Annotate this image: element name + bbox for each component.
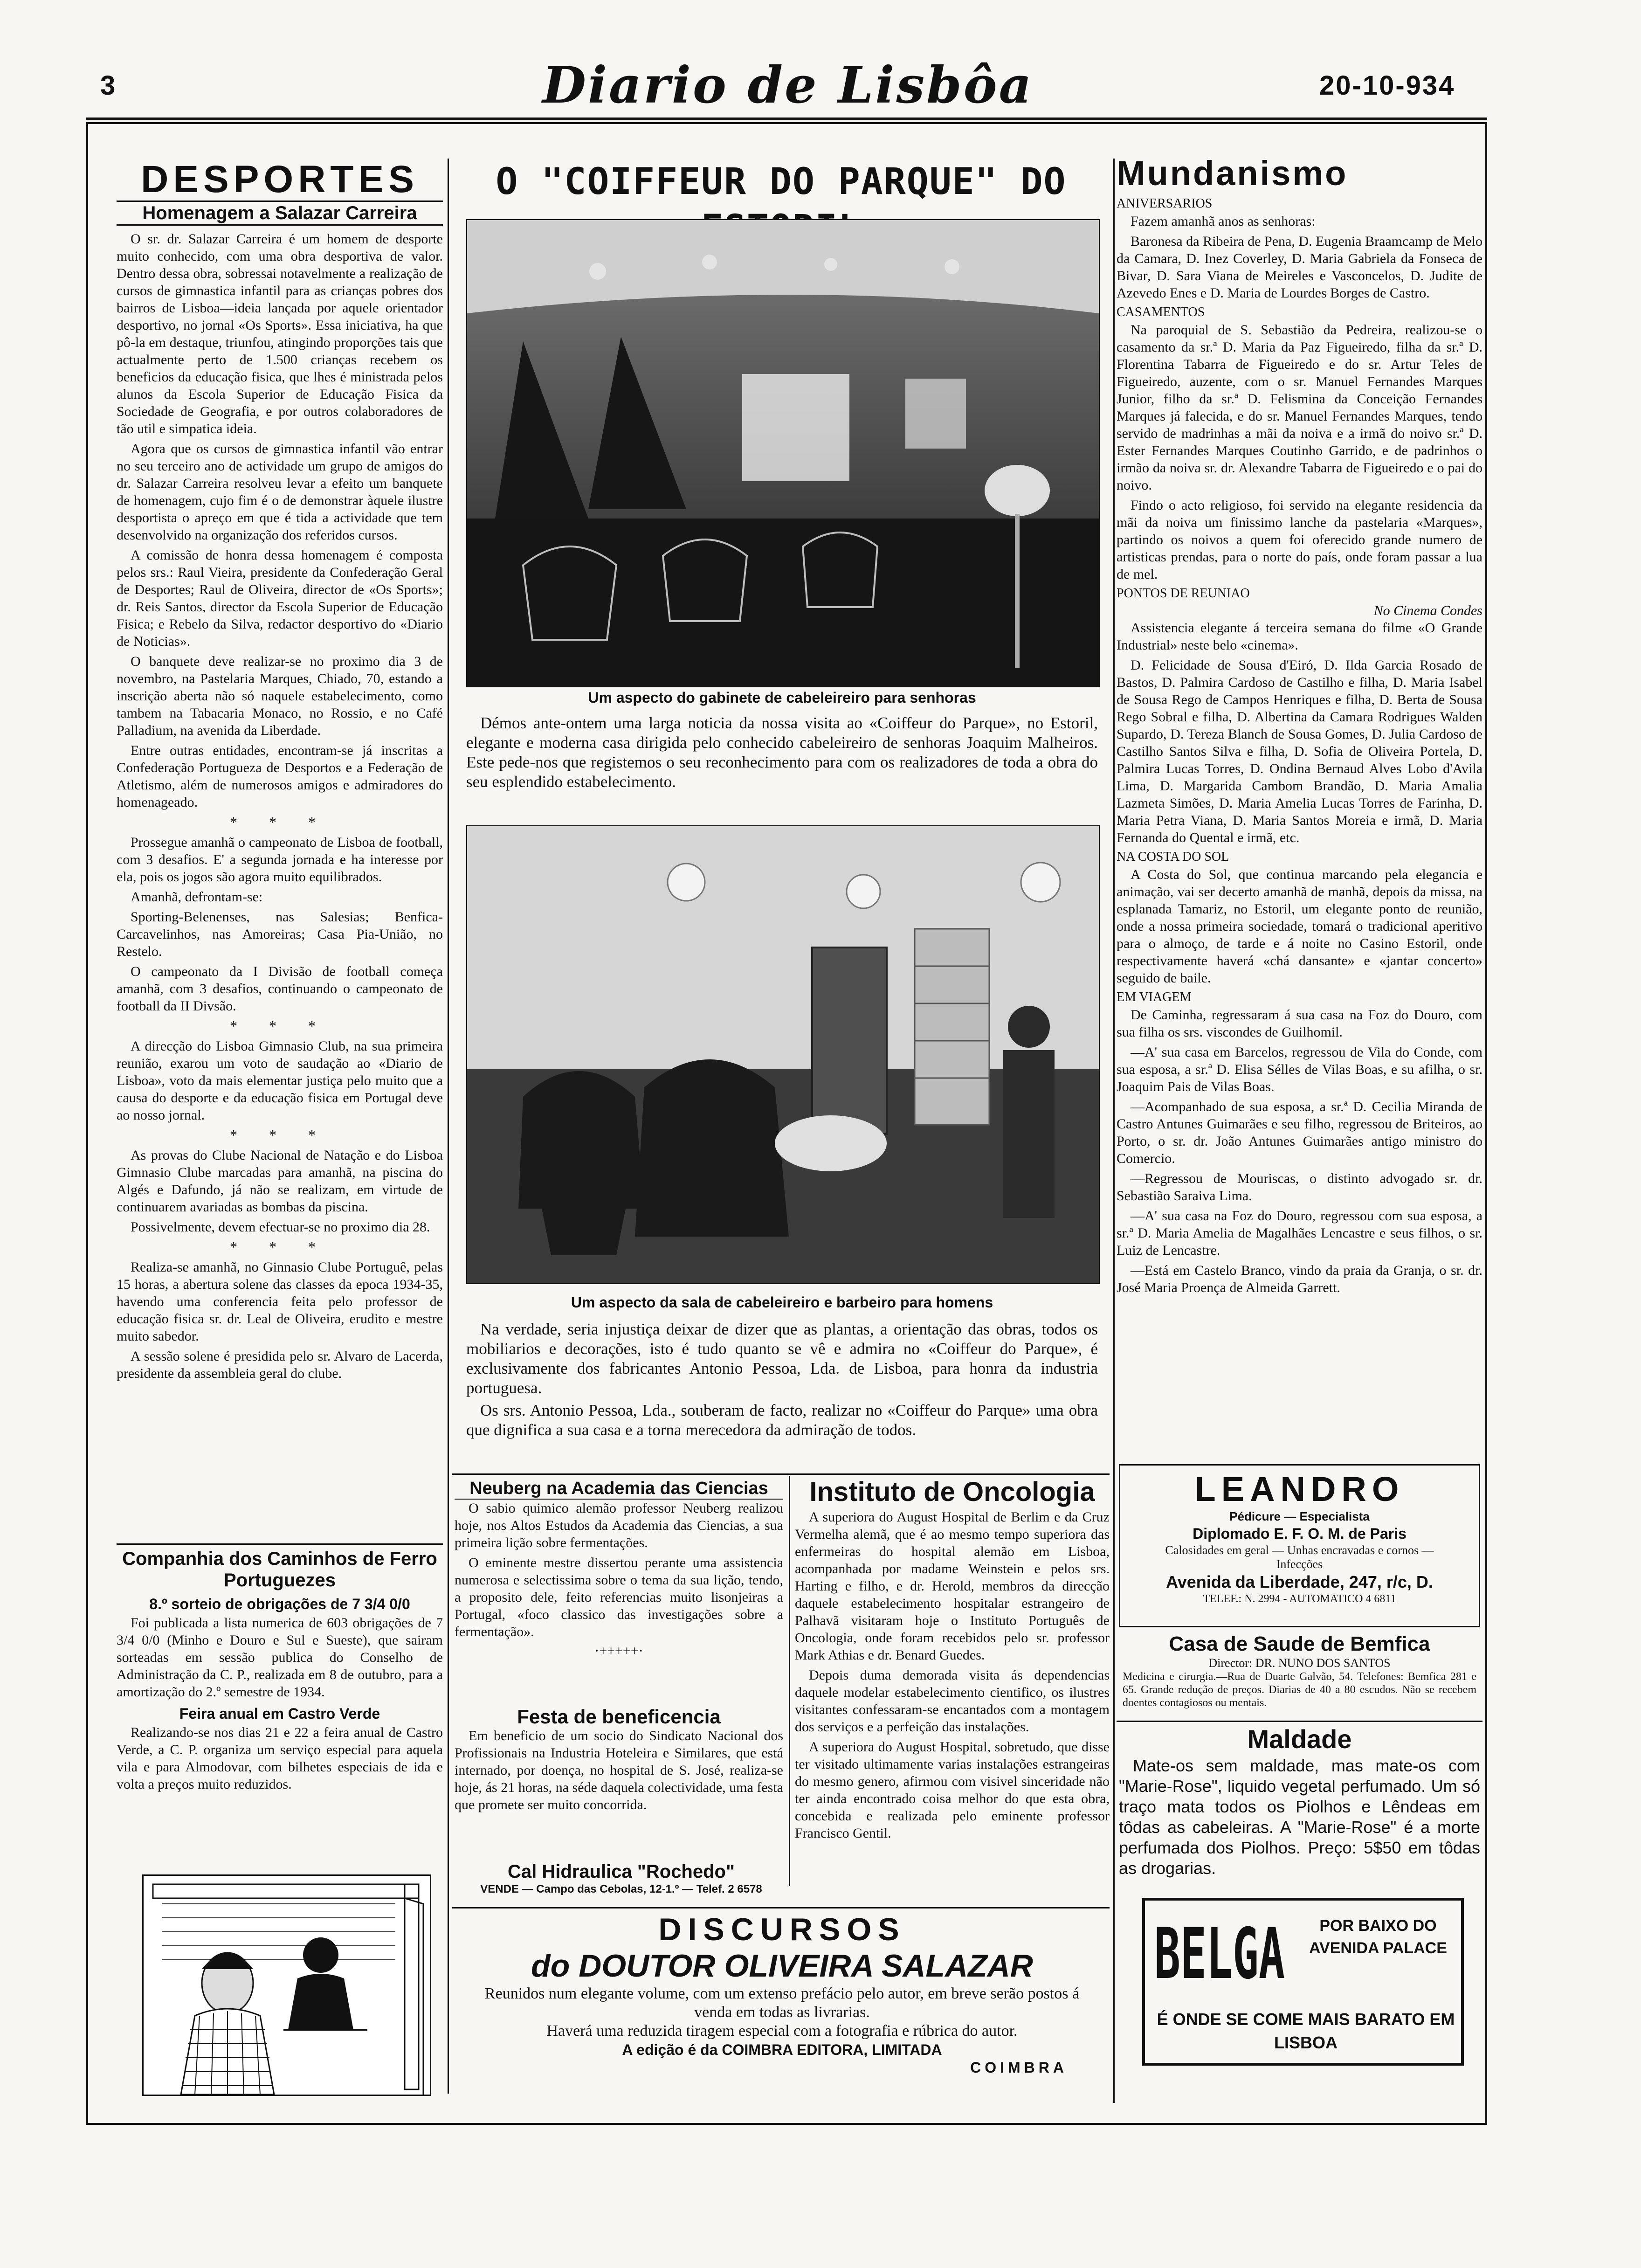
paragraph: De Caminha, regressaram á sua casa na Foz do Douro, com sua filha os srs. viscondes de Guilhomil. <box>1117 1007 1482 1040</box>
oncologia-body <box>795 1508 1110 1842</box>
rochedo-title: Cal Hidraulica "Rochedo" <box>508 1861 735 1882</box>
festa-body: Em beneficio de um socio do Sindicato Nacional dos Profissionais na Industria Hoteleira e Similares, que está internado, por doença, no hospital de S. José, realiza-se hoje, ás 21 horas, na séde daquela colectividade, uma festa que promete ser muito concorrida. <box>455 1728 783 1812</box>
neuberg-body <box>455 1500 783 1640</box>
festa-article <box>455 1707 783 1851</box>
paragraph: A comissão de honra dessa homenagem é composta pelos srs.: Raul Vieira, presidente da Confederação Geral de Desportes; Raul de Oliveira, director de «Os Sports»; dr. Reis Santos, director da Escola Superior de Educação Fisica; e Rebelo da Silva, redactor desportivo do «Diario de Noticias». <box>117 547 443 649</box>
desportes-kicker: DESPORTES <box>141 159 419 201</box>
benfica-line-1: Director: DR. NUNO DOS SANTOS <box>1208 1656 1391 1670</box>
neuberg-headline: Neuberg na Academia das Ciencias <box>455 1478 783 1500</box>
caminhos-subhead: 8.º sorteio de obrigações de 7 3/4 0/0 <box>149 1596 410 1612</box>
column-rule-right-lower <box>1113 1469 1115 2103</box>
paragraph: Possivelmente, devem efectuar-se no proximo dia 28. <box>131 1219 430 1235</box>
leandro-title: LEANDRO <box>1194 1470 1405 1508</box>
section-heading: ANIVERSARIOS <box>1117 196 1213 211</box>
desportes-column <box>117 159 443 1534</box>
mundanismo-column <box>1117 154 1482 1450</box>
belga-line-2: É ONDE SE COME MAIS BARATO EM LISBOA <box>1157 2010 1455 2052</box>
paragraph: Fazem amanhã anos as senhoras: <box>1131 214 1316 229</box>
paragraph: Baronesa da Ribeira de Pena, D. Eugenia Braamcamp de Melo da Camara, D. Inez Coverley, D. Maria Gabriela da Fonseca de Bivar, D. Sara Viana de Meireles e Vasconcelos, D. Judite de Azevedo Enes e D. Maria de Lourdes Borges de Castro. <box>1117 234 1482 301</box>
leandro-line-4: Avenida da Liberdade, 247, r/c, D. <box>1166 1572 1433 1591</box>
section-heading: PONTOS DE REUNIAO <box>1117 586 1250 601</box>
section-stars: * * * <box>230 1238 330 1255</box>
oncologia-article <box>795 1476 1110 1895</box>
coiffeur-paragraph-2: Na verdade, seria injustiça deixar de dizer que as plantas, a orientação das obras, todos os mobiliarios e decorações, isto é tudo quanto se vê e admira no «Coiffeur do Parque», é exclusivamente dos fabricantes Antonio Pessoa, Lda. de Lisboa, para honra da industria portuguesa. <box>466 1320 1098 1397</box>
fair-headline: Feira anual em Castro Verde <box>179 1705 380 1722</box>
paragraph: Sporting-Belenenses, nas Salesias; Benfica-Carcavelinhos, nas Amoreiras; Casa Pia-União, no Restelo. <box>117 909 443 959</box>
column-rule-right <box>1113 159 1115 1567</box>
benfica-title: Casa de Saude de Bemfica <box>1169 1632 1430 1655</box>
column-rule-middle-lower <box>789 1476 790 1886</box>
paragraph: Assistencia elegante á terceira semana do filme «O Grande Industrial» neste belo «cinema». <box>1117 620 1482 653</box>
photo-caption-men: Um aspecto da sala de cabeleireiro e barbeiro para homens <box>571 1294 993 1311</box>
rochedo-ad <box>462 1860 781 1905</box>
column-rule-left-lower <box>448 1567 449 2094</box>
section-heading: NA COSTA DO SOL <box>1117 850 1229 864</box>
paragraph: O eminente mestre dissertou perante uma assistencia numerosa e selectissima sobre o tema da sua lição, tendo, a proposito dele, feito referencias muito lisonjeiras a Portugal, «foco classico das investigações sobre a fermentação». <box>455 1555 783 1639</box>
column-rule-left <box>448 159 449 1567</box>
paragraph: —A' sua casa em Barcelos, regressou de Vila do Conde, com sua esposa, a sr.ª D. Elisa Sélles de Vilas Boas, e su afilha, o sr. Joaquim Pais de Vilas Boas. <box>1117 1044 1482 1094</box>
paragraph: —A' sua casa na Foz do Douro, regressou com sua esposa, a sr.ª D. Maria Amelia de Magalhães Lencastre e seus filhos, o sr. Luiz de Lencastre. <box>1117 1208 1482 1258</box>
paragraph: A Costa do Sol, que continua marcando pela elegancia e animação, vai ser decerto amanhã de manhã, depois da missa, na esplanada Tamariz, no Estoril, um elegante ponto de reunião, onde a nossa primeira sociedade, tomará o tradicional aperitivo para o almoço, de tarde e á noite no Casino Estoril, onde respectivamente haverá «chá dansante» e «jantar concerto» seguido de baile. <box>1117 867 1482 986</box>
maldade-ad <box>1119 1723 1480 1891</box>
paragraph: Findo o acto religioso, foi servido na elegante residencia da mãi da noiva um finissimo lanche da pastelaria «Marques», partindo os noivos a quem foi oferecido grande numero de artisticas prendas, para o norte do país, onde foram passar a lua de mel. <box>1117 498 1482 582</box>
discursos-line-2: Haverá uma reduzida tiragem especial com a fotografia e rúbrica do autor. <box>546 2022 1018 2040</box>
paragraph: —Regressou de Mouriscas, o distinto advogado sr. dr. Sebastião Saraiva Lima. <box>1117 1171 1482 1203</box>
paragraph: A direcção do Lisboa Gimnasio Club, na sua primeira reunião, exarou um voto de saudação ao «Diario de Lisboa», voto da mais elementar justiça pelo muito que a causa do desporte e da educação fisica em Portugal deve ao nosso jornal. <box>117 1038 443 1123</box>
paragraph: —Está em Castelo Branco, vindo da praia da Granja, o sr. dr. José Maria Proença de Almeida Garrett. <box>1117 1263 1482 1295</box>
photo-caption-women: Um aspecto do gabinete de cabeleireiro para senhoras <box>588 689 976 706</box>
paragraph: A superiora do August Hospital, sobretudo, que disse ter visitado ultimamente varias instalações estrangeiras do mesmo genero, afirmou com visivel sinceridade não ter ainda encontrado coisa melhor do que esta obra, concebida e realizada pelo eminente professor Francisco Gentil. <box>795 1739 1110 1841</box>
discursos-subtitle: do DOUTOR OLIVEIRA SALAZAR <box>531 1948 1033 1984</box>
maldade-title: Maldade <box>1247 1724 1352 1754</box>
paragraph: Realiza-se amanhã, no Ginnasio Clube Portuguê, pelas 15 horas, a abertura solene das classes da epoca 1934-35, havendo uma conferencia feita pelo professor de educação fisica sr. dr. Leal de Oliveira, erudito e mestre muito sabedor. <box>117 1259 443 1344</box>
paragraph: —Acompanhado de sua esposa, a sr.ª D. Cecilia Miranda de Castro Antunes Guimarães e seu filho, regressou de Briteiros, ao Porto, o sr. dr. João Antunes Guimarães antigo ministro do Comercio. <box>1117 1099 1482 1166</box>
coiffeur-paragraph-3: Os srs. Antonio Pessoa, Lda., souberam de facto, realizar no «Coiffeur do Parque» uma obra que dignifica a sua casa e a torna merecedora da admiração de todos. <box>466 1401 1098 1439</box>
ornament: ·+++++· <box>594 1643 643 1659</box>
paragraph: Prossegue amanhã o campeonato de Lisboa de football, com 3 desafios. E' a segunda jornada e ha interesse por ela, pois os jogos são agora muito equilibrados. <box>117 835 443 885</box>
barber-photo-icon <box>467 826 1099 1283</box>
desportes-body-3 <box>117 1037 443 1124</box>
caminhos-headline: Companhia dos Caminhos de Ferro Portuguezes <box>122 1549 437 1590</box>
paragraph: O campeonato da I Divisão de football começa amanhã, com 3 desafios, continuando o campeonato de football da II Divsão. <box>117 964 443 1014</box>
paragraph: A superiora do August Hospital de Berlim e da Cruz Vermelha alemã, que é ao mesmo tempo superiora das enfermeiras do hospital alemão em Lisboa, acompanhada por madame Weinstein e pelos srs. Harting e filho, e dr. Herold, membros da direcção daquele estabelecimento hospitalar estrangeiro de Palhavã visitaram hoje o Instituto Português de Oncologia, onde foram recebidos pelo sr. professor Mark Athias e dr. Benard Guedes. <box>795 1509 1110 1663</box>
paragraph: Entre outras entidades, encontram-se já inscritas a Confederação Portugueza de Desportos e a Federação de Atletismo, além de numerosos amigos e admiradores do homenageado. <box>117 743 443 810</box>
masthead: Diario de Lisbôa <box>542 56 1034 115</box>
discursos-line-3: A edição é da COIMBRA EDITORA, LIMITADA <box>622 2041 942 2058</box>
illustration-ad <box>142 1874 431 2096</box>
mundanismo-body <box>1117 196 1482 1296</box>
rule <box>452 1473 1110 1475</box>
coiffeur-headline: O "COIFFEUR DO PARQUE" DO <box>496 161 1067 203</box>
salon-photo-icon <box>467 220 1099 686</box>
desportes-body-2 <box>117 834 443 1015</box>
fair-body: Realizando-se nos dias 21 e 22 a feira anual de Castro Verde, a C. P. organiza um serviço especial para aquela vila e para Almodovar, com bilhetes especiais de ida e volta a preços muito reduzidos. <box>117 1725 443 1792</box>
discursos-title: DISCURSOS <box>658 1912 906 1947</box>
section-heading: EM VIAGEM <box>1117 990 1192 1004</box>
desportes-body-4 <box>117 1147 443 1236</box>
section-stars: * * * <box>230 1127 330 1143</box>
paragraph: Depois duma demorada visita ás dependencias daquele modelar estabelecimento cientifico, os ilustres visitantes confessaram-se encantados com a montagem dos serviços e a perfeição das instalações. <box>795 1667 1110 1735</box>
desportes-body-5 <box>117 1258 443 1382</box>
belga-name: BELGA <box>1154 1914 1285 1995</box>
rochedo-line: VENDE — Campo das Cebolas, 12-1.º — Telef. 2 6578 <box>480 1883 762 1895</box>
paragraph: A sessão solene é presidida pelo sr. Alvaro de Lacerda, presidente da assembleia geral do clube. <box>117 1348 443 1381</box>
benfica-ad <box>1119 1632 1480 1721</box>
salon-photo-men <box>466 825 1100 1284</box>
paragraph: O sabio quimico alemão professor Neuberg realizou hoje, nos Altos Estudos da Academia das Ciencias, a sua primeira lição sobre fermentações. <box>455 1500 783 1550</box>
section-stars: * * * <box>230 814 330 830</box>
leandro-line-2: Diplomado E. F. O. M. de Paris <box>1193 1525 1407 1542</box>
festa-headline: Festa de beneficencia <box>517 1707 721 1728</box>
leandro-ad <box>1119 1464 1480 1627</box>
caminhos-body: Foi publicada a lista numerica de 603 obrigações de 7 3/4 0/0 (Minho e Douro e Sul e Sueste), que sairam sorteadas em sessão publica do Conselho de Administração da C. P., realizada em 8 de outubro, para a amortização do 2.º semestre de 1934. <box>117 1615 443 1700</box>
section-note: No Cinema Condes <box>1373 603 1482 618</box>
belga-ad <box>1142 1898 1464 2066</box>
paragraph: Amanhã, defrontam-se: <box>131 889 263 905</box>
paragraph: As provas do Clube Nacional de Natação e do Lisboa Gimnasio Clube marcadas para amanhã, na piscina do Algés e Dafundo, já não se realizam, em virtude de continuarem avariadas as bombas da piscina. <box>117 1148 443 1215</box>
paragraph: Na paroquial de S. Sebastião da Pedreira, realizou-se o casamento da sr.ª D. Maria da Paz Figueiredo, filha da sr.ª D. Florentina Tabarra de Figueiredo e do sr. Artur Teles de Figueiredo, auzente, com o sr. Manuel Fernandes Marques Junior, filho da sr.ª D. Felismina da Conceição Fernandes Marques já falecida, e do sr. Manuel Fernandes Marques, tendo servido de madrinhas a mãi da noiva e a irmã do noivo sr.ª D. Ester Fernandes Marques Coutinho Garrido, e de padrinhos o irmão da noiva sr. dr. Alexandre Tabarra de Figueiredo e o pai do noivo. <box>1117 322 1482 493</box>
desportes-body <box>117 230 443 811</box>
discursos-line-4: COIMBRA <box>970 2059 1068 2076</box>
coiffeur-body-lower <box>466 1320 1098 1469</box>
oncologia-headline: Instituto de Oncologia <box>809 1477 1095 1507</box>
neuberg-article <box>455 1478 783 1702</box>
page-number: 3 <box>100 70 116 101</box>
maldade-text: Mate-os sem maldade, mas mate-os com "Marie-Rose", liquido vegetal perfumado. Um só traço mata todos os Piolhos e Lêndeas em tôdas as cabeleiras. A "Marie-Rose" é a morte perfumada dos Piolhos. Preço: 5$50 em tôdas as drogarias. <box>1119 1756 1480 1878</box>
discursos-ad <box>455 1912 1110 2098</box>
paragraph: Agora que os cursos de gimnastica infantil vão entrar no seu terceiro ano de actividade um grupo de amigos do dr. Salazar Carreira resolveu levar a efeito um banquete de homenagem, cujo fim é o de demonstrar àquele ilustre desportista o apreço em que é tida a actividade que tem desenvolvido na organização dos referidos cursos. <box>117 441 443 543</box>
discursos-line-1: Reunidos num elegante volume, com um extenso prefácio pelo autor, em breve serão postos á venda em todas as livrarias. <box>484 1985 1080 2021</box>
rule <box>117 1543 443 1545</box>
belga-line-1: POR BAIXO DO AVENIDA PALACE <box>1309 1917 1447 1957</box>
leandro-line-1: Pédicure — Especialista <box>1229 1509 1370 1523</box>
masthead-rule <box>86 118 1487 120</box>
benfica-line-2: Medicina e cirurgia.—Rua de Duarte Galvão, 54. Telefones: Bemfica 281 e 65. Grande redução de preços. Diarias de 40 a 80 escudos. Não se recebem doentes contagiosos ou mentais. <box>1123 1671 1476 1709</box>
coiffeur-paragraph-1: Démos ante-ontem uma larga noticia da nossa visita ao «Coiffeur do Parque», no Estoril, elegante e moderna casa dirigida pelo conhecido cabeleireiro de senhoras Joaquim Malheiros. Este pede-nos que registemos o seu reconhecimento para com os realizadores de toda a obra do seu esplendido estabelecimento. <box>466 714 1098 791</box>
issue-date: 20-10-934 <box>1319 70 1455 101</box>
leandro-line-3: Calosidades em geral — Unhas encravadas e cornos — Infecções <box>1165 1543 1434 1571</box>
rule <box>452 1907 1110 1908</box>
mundanismo-kicker: Mundanismo <box>1117 154 1348 193</box>
section-heading: CASAMENTOS <box>1117 305 1205 319</box>
woman-illustration-icon <box>144 1876 430 2095</box>
rule <box>1117 1721 1482 1722</box>
paragraph: D. Felicidade de Sousa d'Eiró, D. Ilda Garcia Rosado de Bastos, D. Palmira Cardoso de Castilho e filha, D. Maria Isabel de Sousa Rego de Campos Henriques e filha, D. Berta de Sousa Rego Sobral e filha, D. Albertina da Camara Rodrigues Walden Supardo, D. Tereza Blanch de Sousa Gomes, D. Julia Cardoso de Castilho Santos Silva e filha, D. Sofia de Oliveira Portela, D. Palmira Lucas Torres, D. Ondina Bernaud Alves Lobo d'Avila Lima, D. Margarida Cambom Brandão, D. Maria Amalia Lazmeta Simões, D. Maria Amelia Lucas Torres de Farinha, D. Maria Petra Viana, D. Maria Santos Moreia e irmã, D. Maria Fernanda do Quental e irmã, etc. <box>1117 657 1482 845</box>
leandro-line-5: TELEF.: N. 2994 - AUTOMATICO 4 6811 <box>1203 1593 1396 1605</box>
paragraph: O banquete deve realizar-se no proximo dia 3 de novembro, na Pastelaria Marques, Chiado, 70, estando a inscrição aberta não só naquele estabelecimento, como tambem na Tabacaria Monaco, no Rossio, e no Café Palladium, na avenida da Liberdade. <box>117 654 443 738</box>
salon-photo-women <box>466 219 1100 687</box>
paragraph: O sr. dr. Salazar Carreira é um homem de desporte muito conhecido, com uma obra desportiva de valor. Dentro dessa obra, sobressai notavelmente a realização de cursos de gimnastica infantil para as crianças pobres dos bairros de Lisboa—ideia lançada por aquele orientador desportivo, no jornal «Os Sports». Essa iniciativa, ha que pô-la em destaque, triunfou, atingindo proporções tais que actualmente perto de 1.500 crianças recebem os beneficios da educação fisica, que lhes é ministrada pelos alunos da Escola Superior de Educação Fisica da Sociedade de Geografia, e por outros colaboradores de tão util e simpatica ideia. <box>117 231 443 436</box>
caminhos-article <box>117 1548 443 1865</box>
desportes-headline: Homenagem a Salazar Carreira <box>117 201 443 226</box>
section-stars: * * * <box>230 1017 330 1034</box>
